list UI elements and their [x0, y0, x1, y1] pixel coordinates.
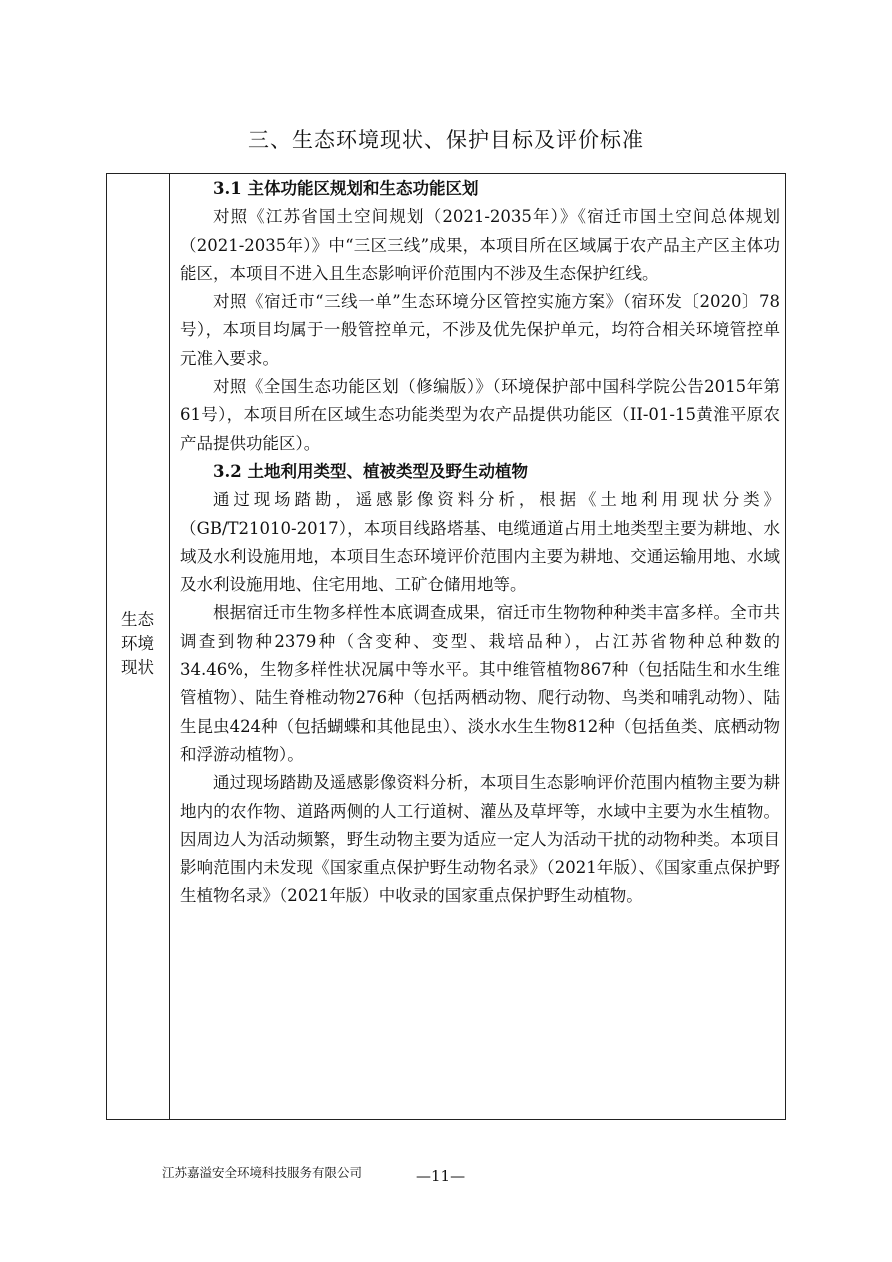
- content-cell: [180, 175, 780, 911]
- paragraph: 对照《宿迁市“三线一单”生态环境分区管控实施方案》（宿环发〔2020〕78号），本项目均属于一般管控单元，不涉及优先保护单元，均符合相关环境管控单元准入要求。: [180, 292, 780, 368]
- page-number: —11—: [416, 1167, 466, 1185]
- section-heading: 3.2 土地利用类型、植被类型及野生动植物: [213, 461, 528, 481]
- row-label-line: 环境: [121, 634, 154, 653]
- paragraph: 对照《全国生态功能区划（修编版）》（环境保护部中国科学院公告2015年第61号），本项目所在区域生态功能类型为农产品提供功能区（II-01-15黄淮平原农产品提供功能区）。: [180, 377, 780, 453]
- section-heading: 3.1 主体功能区规划和生态功能区划: [213, 179, 479, 198]
- paragraph: 根据宿迁市生物多样性本底调查成果，宿迁市生物物种种类丰富多样。全市共调查到物种2379种（含变种、变型、栽培品种），占江苏省物种总种数的34.46%，生物多样性状况属中等水平。其中维管植物867种（包括陆生和水生维管植物）、陆生脊椎动物276种（包括两栖动物、爬行动物、鸟类和哺乳动物）、陆生昆虫424种（包括蝴蝶和其他昆虫）、淡水水生生物812种（包括鱼类、底栖动物和浮游动植物）。: [180, 603, 780, 764]
- paragraph: 对照《江苏省国土空间规划（2021-2035年）》《宿迁市国土空间总体规划（2021-2035年）》中“三区三线”成果，本项目所在区域属于农产品主产区主体功能区，本项目不进入且生态影响评价范围内不涉及生态保护红线。: [180, 207, 780, 283]
- paragraph: 通过现场踏勘，遥感影像资料分析，根据《土地利用现状分类》（GB/T21010-2017），本项目线路塔基、电缆通道占用土地类型主要为耕地、水域及水利设施用地，本项目生态环境评价范围内主要为耕地、交通运输用地、水域及水利设施用地、住宅用地、工矿仓储用地等。: [180, 490, 780, 595]
- page-title: 三、生态环境现状、保护目标及评价标准: [248, 128, 644, 152]
- paragraph: 通过现场踏勘及遥感影像资料分析，本项目生态影响评价范围内植物主要为耕地内的农作物、道路两侧的人工行道树、灌丛及草坪等，水域中主要为水生植物。因周边人为活动频繁，野生动物主要为适应一定人为活动干扰的动物种类。本项目影响范围内未发现《国家重点保护野生动物名录》（2021年版）、《国家重点保护野生植物名录》（2021年版）中收录的国家重点保护野生动植物。: [180, 773, 780, 906]
- row-label-line: 生态: [121, 610, 154, 629]
- footer-company: 江苏嘉溢安全环境科技服务有限公司: [162, 1165, 363, 1180]
- column-divider: [169, 173, 170, 1120]
- row-label-line: 现状: [121, 658, 154, 677]
- row-label: [106, 608, 169, 680]
